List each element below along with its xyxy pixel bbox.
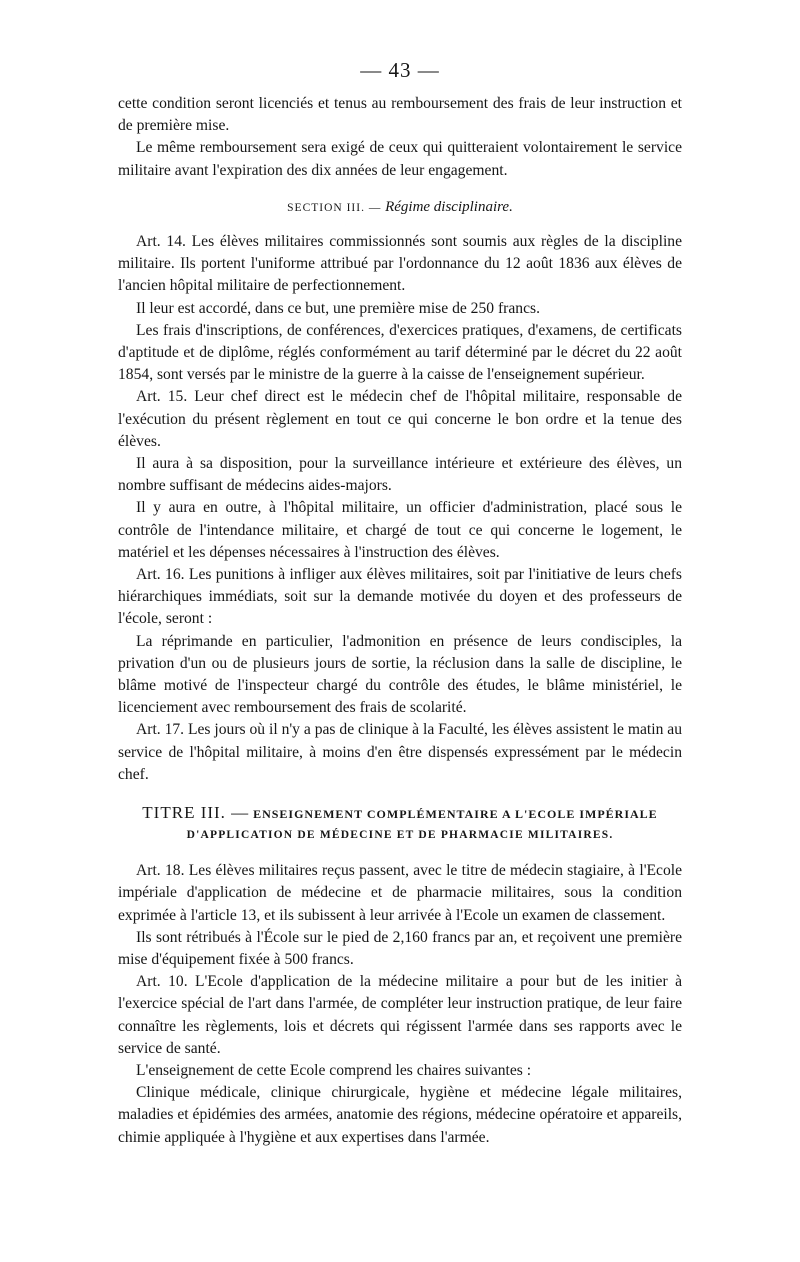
paragraph: Art. 14. Les élèves militaires commissionnés sont soumis aux règles de la discipline militaire. Ils portent l'uniforme attribué par l'ordonnance du 12 août 1836 aux élèves de l'ancien hôpital militaire de perfectionnement.	[118, 233, 682, 295]
paragraph: Art. 18. Les élèves militaires reçus passent, avec le titre de médecin stagiaire, à l'Ecole impériale d'application de médecine et de pharmacie militaires, sous la condition exprimée à l'article 13, et ils subissent à leur arrivée à l'Ecole un examen de classement.	[118, 862, 682, 924]
body-text	[118, 93, 682, 1149]
paragraph: Art. 17. Les jours où il n'y a pas de clinique à la Faculté, les élèves assistent le matin au service de l'hôpital militaire, à moins d'en être dispensés expressément par le médecin chef.	[118, 721, 682, 783]
section-heading	[118, 196, 682, 219]
paragraph: Art. 10. L'Ecole d'application de la médecine militaire a pour but de les initier à l'exercice spécial de l'art dans l'armée, de compléter leur instruction pratique, de leur faire connaître les règlements, lois et décrets qui régissent l'armée dans ses rapports avec le service de santé.	[118, 973, 682, 1057]
titre-heading	[118, 802, 682, 846]
page-number: — 43 —	[360, 58, 440, 82]
paragraph: Il y aura en outre, à l'hôpital militaire, un officier d'administration, placé sous le contrôle de l'intendance militaire, et chargé de tout ce qui concerne le logement, le matériel et les dépenses nécessaires à l'instruction des élèves.	[118, 499, 682, 561]
paragraph: L'enseignement de cette Ecole comprend les chaires suivantes :	[136, 1061, 532, 1079]
titre-subject: ENSEIGNEMENT COMPLÉMENTAIRE A L'ECOLE IMPÉRIALE	[253, 807, 658, 822]
paragraph: La réprimande en particulier, l'admonition en présence de leurs condisciples, la privation d'un ou de plusieurs jours de sortie, la réclusion dans la salle de discipline, le blâme motivé de l'inspecteur chargé du contrôle des études, le blâme ministériel, le licenciement avec remboursement des frais de scolarité.	[118, 632, 682, 717]
paragraph: Les frais d'inscriptions, de conférences, d'exercices pratiques, d'examens, de certificats d'aptitude et de diplôme, réglés conformément au tarif déterminé par le décret du 22 août 1854, sont versés par le ministre de la guerre à la caisse de l'enseignement supérieur.	[118, 321, 682, 384]
section-title: Régime disciplinaire.	[385, 198, 513, 215]
paragraph: Art. 15. Leur chef direct est le médecin chef de l'hôpital militaire, responsable de l'exécution du présent règlement en tout ce qui concerne le bon ordre et la tenue des élèves.	[118, 388, 682, 450]
paragraph: Il leur est accordé, dans ce but, une première mise de 250 francs.	[136, 299, 540, 317]
paragraph: Il aura à sa disposition, pour la surveillance intérieure et extérieure des élèves, un nombre suffisant de médecins aides-majors.	[118, 455, 682, 495]
titre-heading-line2: D'APPLICATION DE MÉDECINE ET DE PHARMACIE MILITAIRES.	[186, 829, 614, 842]
section-label: SECTION III. —	[287, 201, 382, 214]
paragraph: cette condition seront licenciés et tenus au remboursement des frais de leur instruction et de première mise.	[118, 95, 682, 135]
paragraph: Art. 16. Les punitions à infliger aux élèves militaires, soit par l'initiative de leurs chefs hiérarchiques immédiats, soit sur la demande motivée du doyen et des professeurs de l'école, seront :	[118, 566, 682, 628]
paragraph: Ils sont rétribués à l'École sur le pied de 2,160 francs par an, et reçoivent une première mise d'équipement fixée à 500 francs.	[118, 928, 682, 968]
titre-heading-line1	[118, 802, 682, 825]
paragraph: Le même remboursement sera exigé de ceux qui quitteraient volontairement le service militaire avant l'expiration des dix années de leur engagement.	[118, 139, 682, 179]
titre-label: TITRE III. —	[142, 803, 250, 823]
paragraph: Clinique médicale, clinique chirurgicale, hygiène et médecine légale militaires, maladies et épidémies des armées, anatomie des régions, médecine opératoire et appareils, chimie appliquée à l'hygiène et aux expertises dans l'armée.	[118, 1084, 682, 1146]
